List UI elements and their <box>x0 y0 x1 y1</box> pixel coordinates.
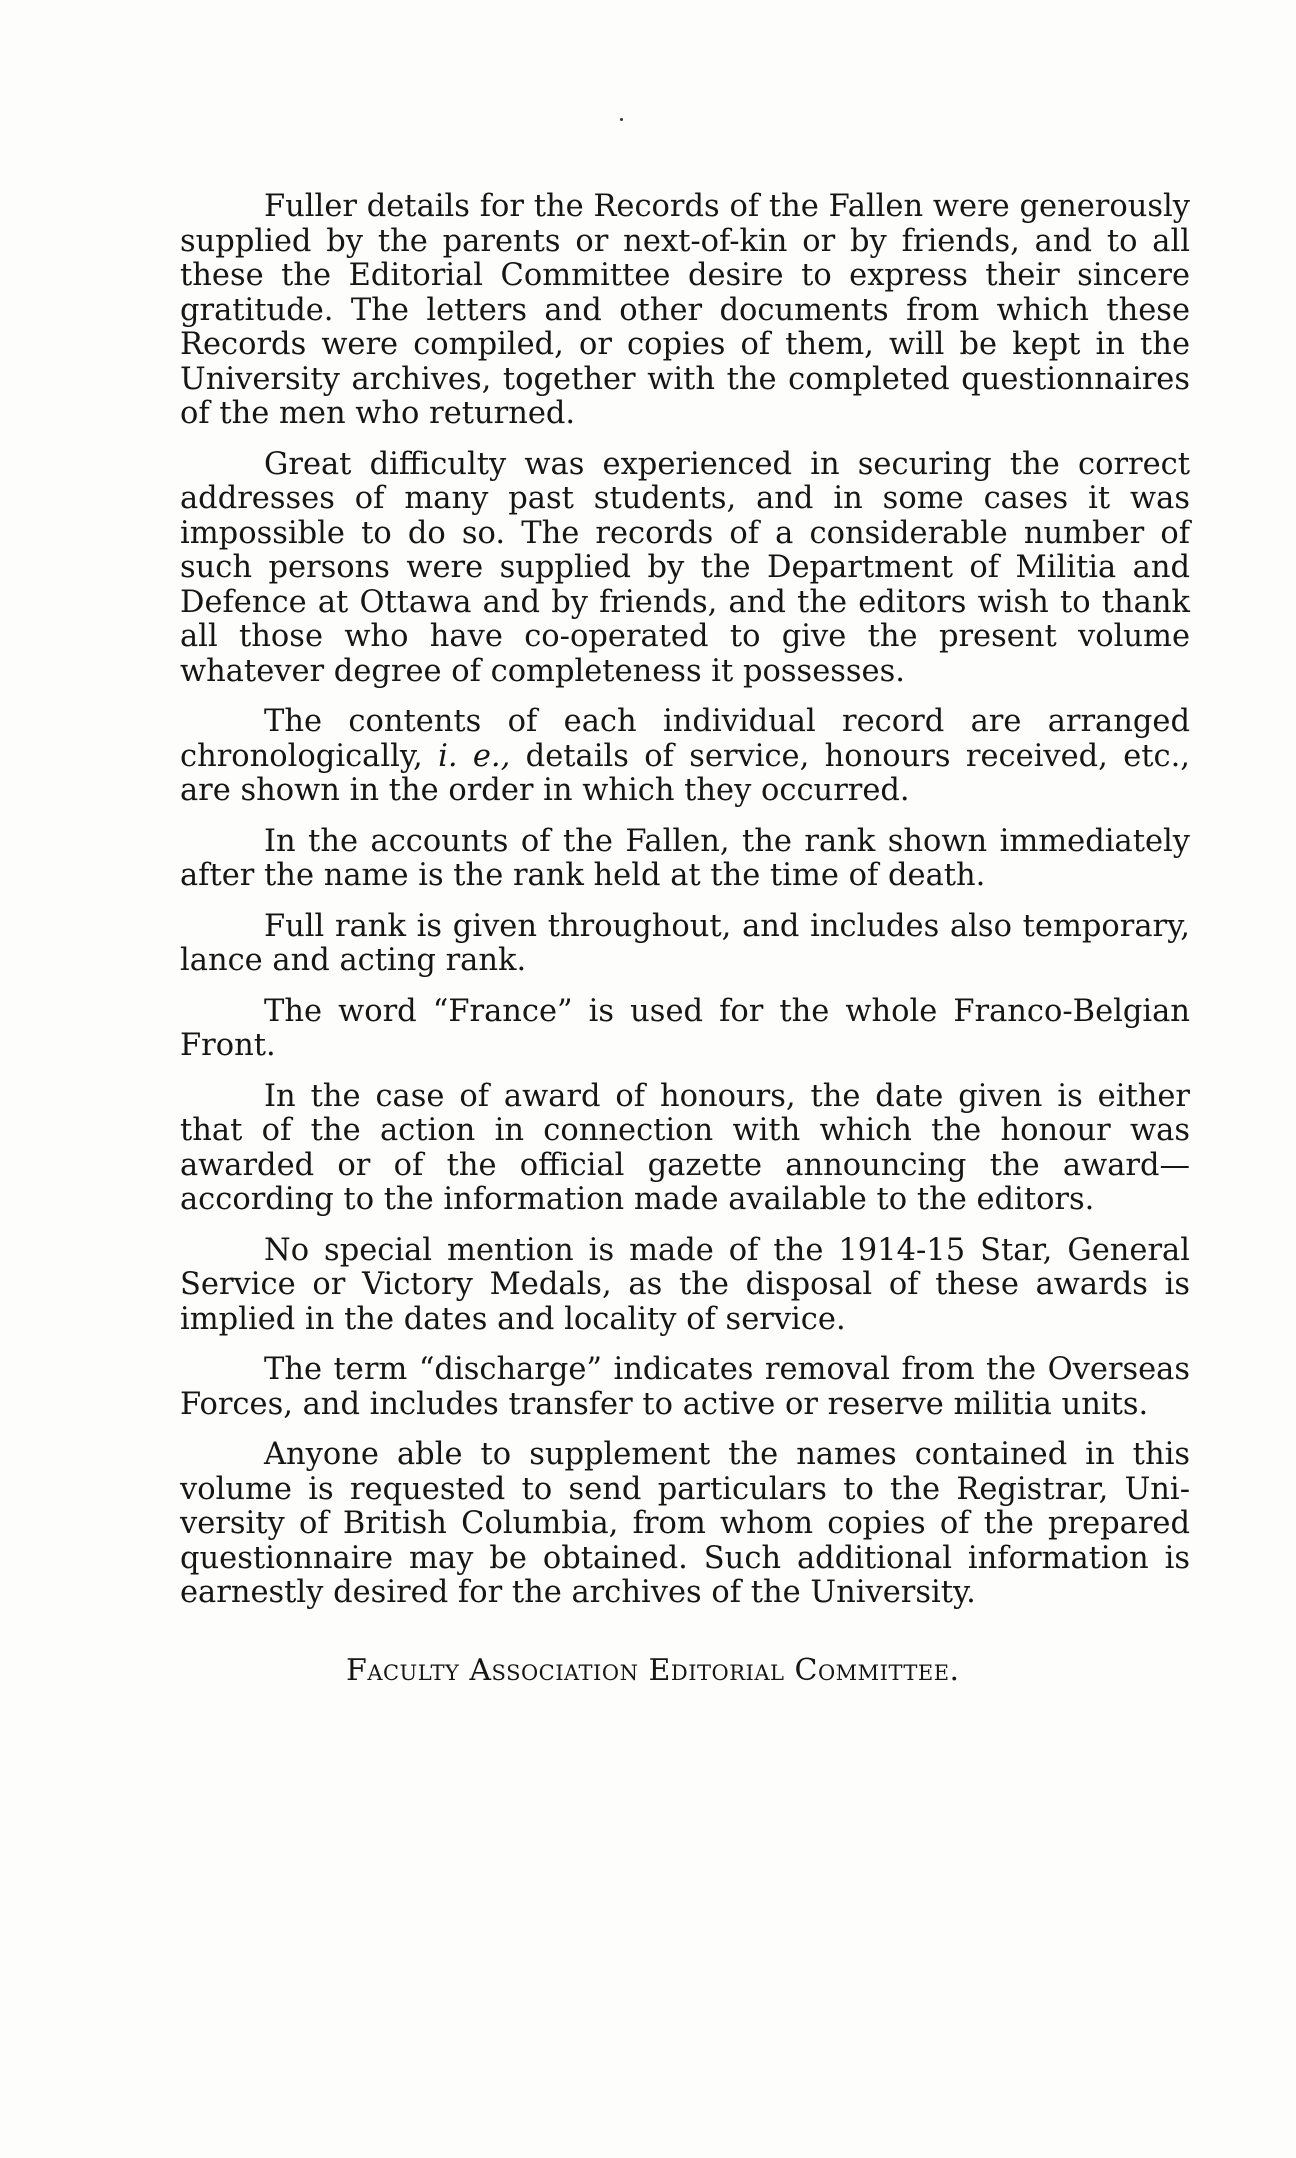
paragraph-addresses: Great difficulty was experienced in securing the correct addresses of many past students, and in some cases it was impossible to do so. The records of a considerable number of such persons were supplied by the Department of Militia and Defence at Ottawa and by friends, and the editors wish to thank all those who have co-operated to give the present volume whatever degree of completeness it possesses. <box>180 446 1190 689</box>
paragraph-discharge: The term “discharge” indicates removal from the Overseas Forces, and includes transfer to active or reserve militia units. <box>180 1352 1190 1422</box>
paragraph-contents <box>180 705 1190 809</box>
contents-text-italic: i. e., <box>438 738 511 774</box>
paragraph-medals: No special mention is made of the 1914-15 Star, General Service or Victory Medals, as the disposal of these awards is implied in the dates and locality of service. <box>180 1232 1190 1337</box>
paragraph-honours: In the case of award of honours, the date given is either that of the action in connection with which the honour was awarded or of the official gazette announcing the award—according to the information made available to the editors. <box>180 1078 1190 1217</box>
paragraph-acknowledgement: Fuller details for the Records of the Fallen were generously supplied by the parents or next-of-kin or by friends, and to all these the Editorial Committee desire to express their sincere gratitude. The letters and other documents from which these Records were compiled, or copies of them, will be kept in the University archives, together with the completed questionnaires of the men who returned. <box>180 189 1190 431</box>
paragraph-supplement: Anyone able to supplement the names contained in this volume is requested to send particulars to the Registrar, University of British Columbia, from whom copies of the prepared questionnaire may be obtained. Such additional information is earnestly desired for the archives of the University. <box>180 1437 1190 1610</box>
ink-speck <box>620 118 623 121</box>
signature: Faculty Association Editorial Committee. <box>346 1653 960 1688</box>
contents-text-before: The contents of each individual record are arranged chronologically, <box>180 704 1190 774</box>
paragraph-rank-shown: In the accounts of the Fallen, the rank shown immediately after the name is the rank held at the time of death. <box>180 823 1190 893</box>
paragraph-france: The word “France” is used for the whole Franco-Belgian Front. <box>180 993 1190 1063</box>
body-text <box>180 190 1190 1627</box>
contents-text-after: details of service, honours received, etc., are shown in the order in which they occurred. <box>180 738 1191 808</box>
paragraph-full-rank: Full rank is given throughout, and includes also temporary, lance and acting rank. <box>180 908 1190 978</box>
